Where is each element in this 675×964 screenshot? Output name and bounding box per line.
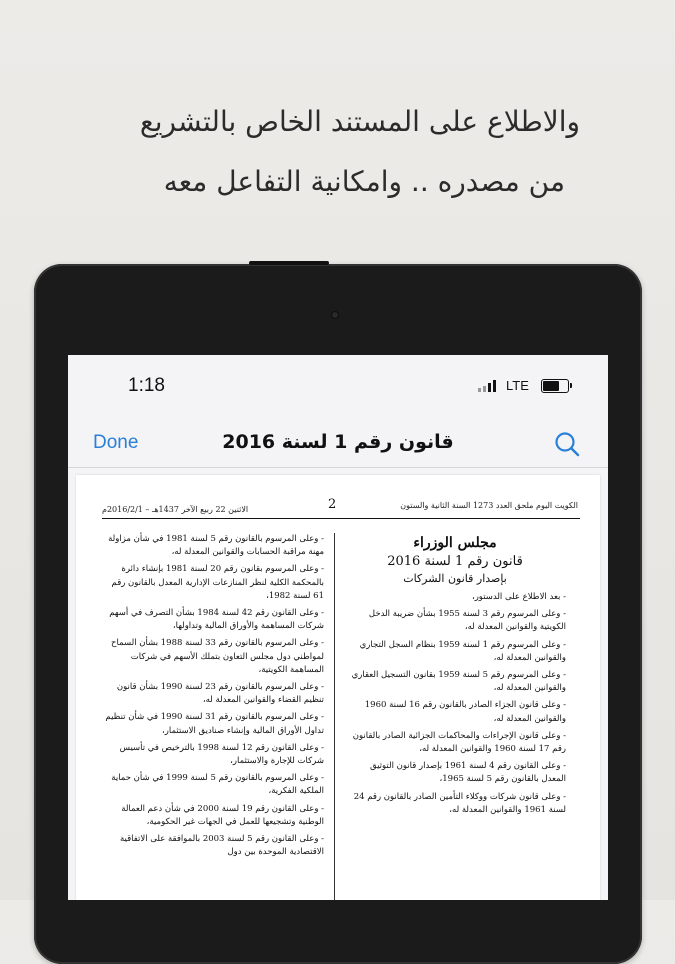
- left-column: [102, 533, 324, 863]
- network-label: LTE: [506, 378, 529, 393]
- promo-line-1: والاطلاع على المستند الخاص بالتشريع: [139, 105, 580, 138]
- paragraph: - وعلى المرسوم بالقانون رقم 5 لسنة 1999 في شأن حماية الملكية الفكرية،: [111, 773, 324, 797]
- paragraph: - وعلى المرسوم رقم 1 لسنة 1959 بنظام السجل التجاري والقوانين المعدلة له،: [359, 639, 566, 663]
- status-time: 1:18: [128, 375, 165, 396]
- camera-icon: [332, 312, 338, 318]
- paragraph: - وعلى قانون الإجراءات والمحاكمات الجزائية الصادر بالقانون رقم 17 لسنة 1960 والقوانين المعدلة له،: [352, 730, 566, 755]
- paragraph: - وعلى القانون رقم 19 لسنة 2000 في شأن دعم العمالة الوطنية وتشجيعها للعمل في الجهات غير الحكومية،: [121, 803, 324, 827]
- document-page[interactable]: [76, 475, 600, 900]
- paragraph: - وعلى المرسوم رقم 5 لسنة 1959 بقانون التسجيل العقاري والقوانين المعدلة له،: [351, 670, 566, 694]
- search-button[interactable]: [552, 429, 582, 459]
- done-button[interactable]: Done: [93, 432, 139, 453]
- signal-icon: [478, 380, 496, 392]
- paragraph: - وعلى المرسوم بالقانون رقم 33 لسنة 1988 بشأن السماح لمواطني دول مجلس التعاون بتملك الأسهم في شركات المساهمة الكويتية،: [111, 638, 324, 675]
- search-icon: [552, 429, 582, 459]
- document-title: قانون رقم 1 لسنة 2016: [222, 431, 454, 453]
- right-column: [344, 533, 566, 821]
- page-header: [76, 475, 600, 523]
- paragraph: - وعلى قانون الجزاء الصادر بالقانون رقم 16 لسنة 1960 والقوانين المعدلة له،: [364, 700, 566, 724]
- header-rule: [102, 518, 580, 519]
- paragraph: - بعد الاطلاع على الدستور،: [471, 592, 566, 602]
- battery-icon: [541, 379, 569, 393]
- law-subtitle: بإصدار قانون الشركات: [403, 572, 507, 585]
- paragraph: - وعلى القانون رقم 12 لسنة 1998 بالترخيص في تأسيس شركات للإجارة والاستثمار،: [119, 742, 324, 767]
- paragraph: - وعلى قانون شركات ووكلاء التأمين الصادر بالقانون رقم 24 لسنة 1961 والقوانين المعدلة له،: [353, 791, 566, 815]
- app-screen: [68, 355, 608, 900]
- law-title: قانون رقم 1 لسنة 2016: [387, 554, 523, 569]
- promo-line-2: من مصدره .. وامكانية التفاعل معه: [163, 165, 565, 198]
- header-date: الاثنين 22 ربيع الآخر 1437هـ – 2016/2/1م: [102, 505, 249, 514]
- paragraph: - وعلى المرسوم بالقانون رقم 23 لسنة 1990 بشأن قانون تنظيم القضاء والقوانين المعدلة له،: [116, 682, 324, 706]
- paragraph: - وعلى القانون رقم 42 لسنة 1984 بشأن التصرف في أسهم شركات المساهمة والأوراق المالية وتداولها،: [109, 608, 324, 632]
- paragraph: - وعلى المرسوم بالقانون رقم 5 لسنة 1981 في شأن مزاولة مهنة مراقبة الحسابات والقوانين المعدلة له،: [108, 534, 324, 558]
- status-bar: [68, 355, 608, 415]
- paragraph: - وعلى القانون رقم 4 لسنة 1961 بإصدار قانون التوثيق المعدل بالقانون رقم 5 لسنة 1965،: [370, 761, 566, 785]
- column-divider: [334, 533, 335, 900]
- paragraph: - وعلى المرسوم بقانون رقم 20 لسنة 1981 بإنشاء دائرة بالمحكمة الكلية لنظر المنازعات الإدارية المعدل بالقانون رقم 61 لسنة 1982،: [111, 564, 324, 601]
- header-gazette: الكويت اليوم ملحق العدد 1273 السنة الثانية والستون: [400, 501, 578, 510]
- paragraph: - وعلى المرسوم بالقانون رقم 31 لسنة 1990 في شأن تنظيم تداول الأوراق المالية وإنشاء صناديق الاستثمار،: [105, 712, 324, 736]
- page-number: 2: [328, 497, 337, 512]
- ministry-heading: مجلس الوزراء: [413, 535, 497, 551]
- paragraph: - وعلى المرسوم رقم 3 لسنة 1955 بشأن ضريبة الدخل الكويتية والقوانين المعدلة له،: [368, 609, 566, 633]
- navigation-bar: [68, 417, 608, 468]
- tablet-top-button: [249, 261, 329, 265]
- paragraph: - وعلى القانون رقم 5 لسنة 2003 بالموافقة على الاتفاقية الاقتصادية الموحدة بين دول: [119, 834, 324, 858]
